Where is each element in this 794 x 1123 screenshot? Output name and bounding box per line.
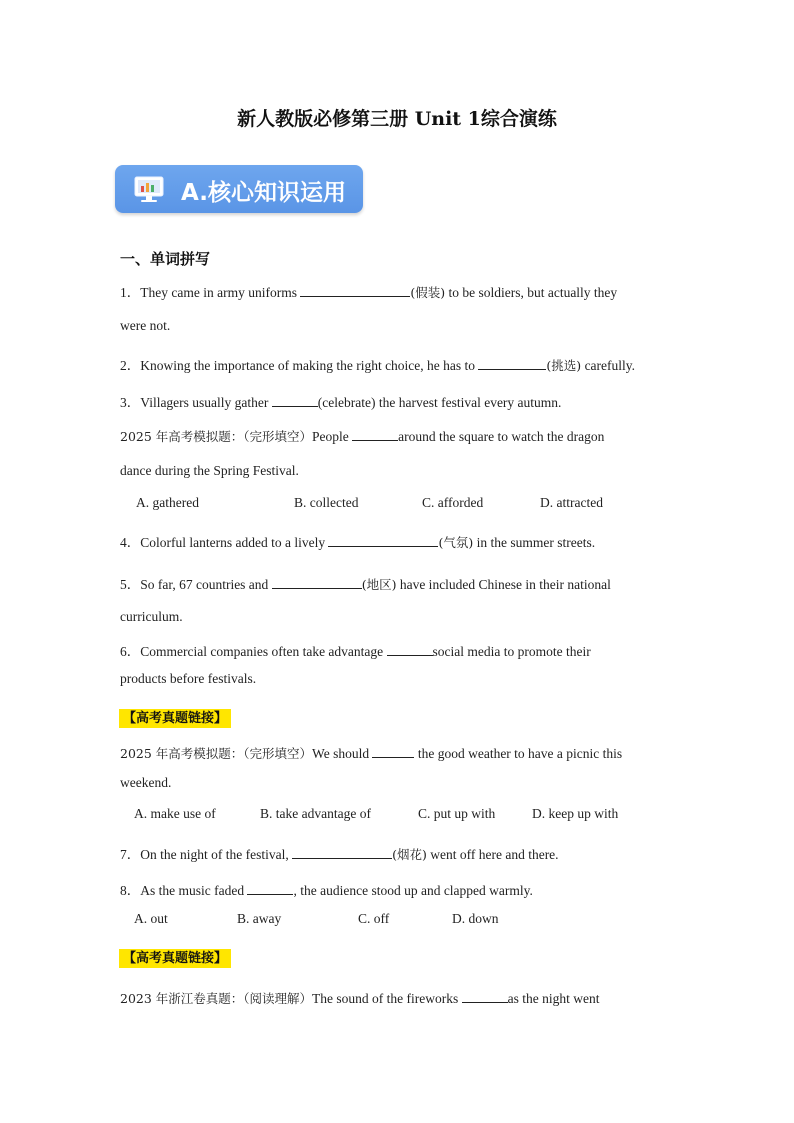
option-c[interactable]: C. off	[358, 911, 390, 926]
mock-question-1-cont: dance during the Spring Festival.	[120, 463, 299, 478]
option-b[interactable]: B. collected	[294, 495, 359, 510]
answer-blank[interactable]	[352, 428, 398, 441]
mock-question-1: 2025 年高考模拟题：（完形填空）People around the square to watch the dragon	[120, 429, 605, 444]
answer-blank[interactable]	[292, 846, 392, 859]
option-d[interactable]: D. keep up with	[532, 806, 619, 821]
option-b[interactable]: B. away	[237, 911, 282, 926]
option-b[interactable]: B. take advantage of	[260, 806, 371, 821]
option-c[interactable]: C. afforded	[422, 495, 484, 510]
question-6-cont: products before festivals.	[120, 671, 257, 686]
exam-link-tag: 【高考真题链接】	[119, 947, 231, 967]
mock-question-2: 2025 年高考模拟题：（完形填空）We should the good weather to have a picnic this	[120, 746, 623, 761]
option-c[interactable]: C. put up with	[418, 806, 496, 821]
question-5: 5．So far, 67 countries and (地区) have included Chinese in their national	[120, 577, 611, 592]
banner-label: A.核心知识运用	[181, 180, 346, 206]
answer-blank[interactable]	[272, 576, 362, 589]
mock-question-2-cont: weekend.	[120, 775, 172, 790]
question-2: 2．Knowing the importance of making the right choice, he has to (挑选) carefully.	[120, 358, 636, 373]
answer-blank[interactable]	[247, 882, 293, 895]
answer-blank[interactable]	[387, 643, 433, 656]
question-6: 6．Commercial companies often take advantage social media to promote their	[120, 644, 591, 659]
answer-blank[interactable]	[462, 990, 508, 1003]
question-4: 4．Colorful lanterns added to a lively (气氛) in the summer streets.	[120, 535, 596, 550]
page-title: 新人教版必修第三册 Unit 1综合演练	[237, 108, 557, 130]
answer-blank[interactable]	[372, 745, 414, 758]
answer-blank[interactable]	[478, 357, 546, 370]
real-exam-question-1: 2023 年浙江卷真题：（阅读理解）The sound of the fireworks as the night went	[120, 991, 600, 1006]
answer-blank[interactable]	[272, 394, 318, 407]
option-a[interactable]: A. out	[134, 911, 168, 926]
question-8: 8．As the music faded , the audience stood up and clapped warmly.	[120, 883, 533, 898]
question-1: 1．They came in army uniforms (假装) to be soldiers, but actually they	[120, 285, 618, 300]
section-heading: 一、单词拼写	[120, 250, 211, 268]
option-a[interactable]: A. make use of	[134, 806, 216, 821]
exam-link-tag: 【高考真题链接】	[119, 707, 231, 727]
question-3: 3．Villagers usually gather (celebrate) the harvest festival every autumn.	[120, 395, 562, 410]
answer-blank[interactable]	[328, 534, 438, 547]
question-5-cont: curriculum.	[120, 609, 183, 624]
monitor-book-icon	[132, 173, 166, 205]
question-7: 7．On the night of the festival, (烟花) went off here and there.	[120, 847, 559, 862]
option-d[interactable]: D. down	[452, 911, 499, 926]
option-d[interactable]: D. attracted	[540, 495, 603, 510]
question-1-cont: were not.	[120, 318, 171, 333]
option-a[interactable]: A. gathered	[136, 495, 199, 510]
answer-blank[interactable]	[300, 284, 410, 297]
section-banner	[115, 165, 363, 213]
